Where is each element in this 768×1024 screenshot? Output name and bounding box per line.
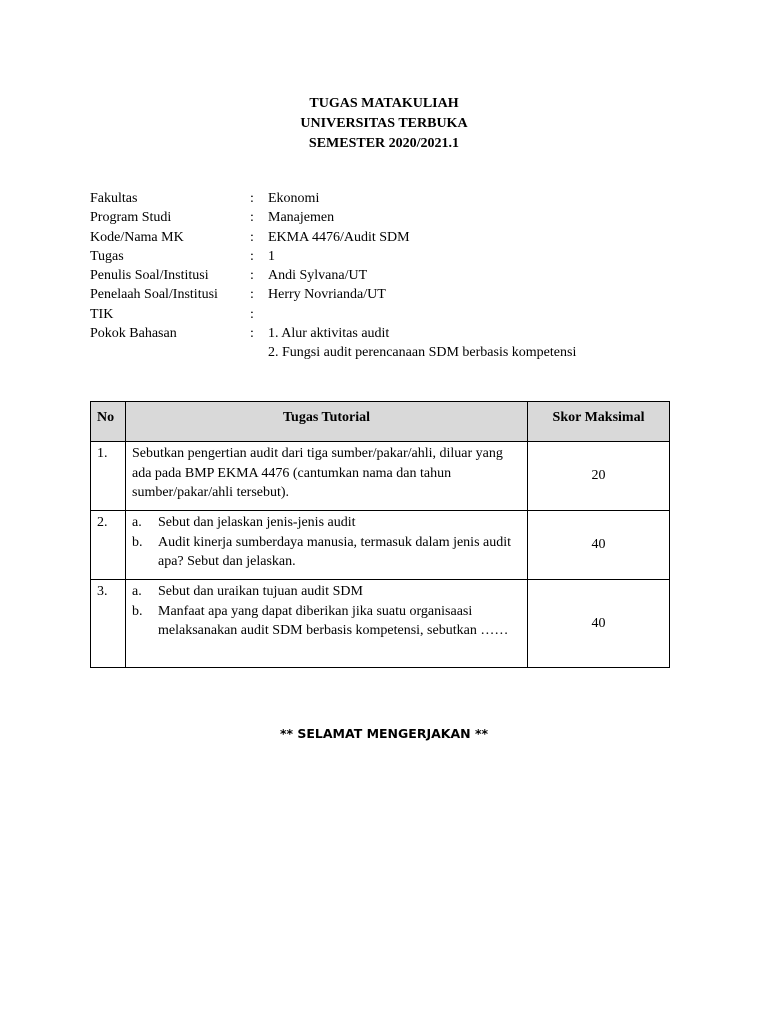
list-text: Sebut dan uraikan tujuan audit SDM [158, 584, 363, 599]
score-value: 20 [528, 442, 670, 511]
task-text: Sebutkan pengertian audit dari tiga sumber/pakar/ahli, diluar yang ada pada BMP EKMA 4476 (cantumkan nama dan tahun sumber/pakar/ahli tersebut). [126, 442, 528, 511]
list-item [132, 582, 521, 602]
info-colon: : [250, 210, 254, 226]
list-item [132, 533, 521, 572]
header-university: UNIVERSITAS TERBUKA [300, 116, 468, 131]
info-value: EKMA 4476/Audit SDM [268, 229, 410, 245]
info-label: Kode/Nama MK [90, 229, 184, 245]
info-colon: : [250, 306, 254, 322]
info-value: 1 [268, 248, 275, 264]
closing-message: ** SELAMAT MENGERJAKAN ** [279, 726, 489, 741]
list-text: Manfaat apa yang dapat diberikan jika suatu organisaasi melaksanakan audit SDM berbasis kompetensi, sebutkan …… [158, 603, 509, 638]
info-label: Penulis Soal/Institusi [90, 268, 209, 284]
list-text: Sebut dan jelaskan jenis-jenis audit [158, 515, 356, 530]
table-row [91, 511, 670, 580]
list-marker: a. [132, 515, 142, 530]
course-info [90, 189, 576, 363]
info-value: Ekonomi [268, 191, 320, 206]
info-label: Tugas [90, 248, 124, 264]
info-value: Manajemen [268, 210, 335, 226]
header-semester: SEMESTER 2020/2021.1 [308, 136, 460, 151]
header-skor-maksimal: Skor Maksimal [528, 402, 670, 442]
list-item [132, 602, 521, 641]
info-label: TIK [90, 306, 114, 322]
info-colon: : [250, 248, 254, 264]
info-colon: : [250, 287, 254, 303]
info-row-tik [90, 305, 576, 324]
table-row [91, 580, 670, 668]
row-number: 1. [91, 442, 126, 511]
task-table [90, 401, 670, 668]
row-number: 2. [91, 511, 126, 580]
header-title: TUGAS MATAKULIAH [309, 96, 459, 111]
info-label: Fakultas [90, 191, 138, 206]
info-colon: : [250, 268, 254, 284]
info-colon: : [250, 191, 254, 206]
document-header [0, 94, 768, 154]
list-marker: a. [132, 584, 142, 599]
info-colon: : [250, 229, 254, 245]
info-row-fakultas [90, 189, 576, 208]
info-label: Program Studi [90, 210, 172, 226]
info-row-penulis [90, 266, 576, 285]
task-list [126, 580, 528, 668]
info-row-kode-mk [90, 228, 576, 247]
info-value: 1. Alur aktivitas audit [268, 326, 390, 342]
score-value: 40 [528, 580, 670, 668]
info-row-pokok-bahasan [90, 324, 576, 343]
info-colon: : [250, 326, 254, 342]
info-value-continuation: 2. Fungsi audit perencanaan SDM berbasis kompetensi [268, 345, 577, 361]
score-value: 40 [528, 511, 670, 580]
info-label: Pokok Bahasan [90, 326, 177, 342]
list-marker: b. [132, 603, 143, 619]
table-row [91, 442, 670, 511]
info-value: Herry Novrianda/UT [268, 287, 386, 303]
info-value: Andi Sylvana/UT [268, 268, 368, 284]
row-number: 3. [91, 580, 126, 668]
task-list [126, 511, 528, 580]
header-tugas-tutorial: Tugas Tutorial [126, 402, 528, 442]
header-no: No [91, 402, 126, 442]
list-item [132, 513, 521, 533]
info-label: Penelaah Soal/Institusi [90, 287, 218, 303]
info-row-tugas [90, 247, 576, 266]
info-row-penelaah [90, 285, 576, 304]
table-header-row [91, 402, 670, 442]
list-marker: b. [132, 534, 143, 550]
list-text: Audit kinerja sumberdaya manusia, termasuk dalam jenis audit apa? Sebut dan jelaskan. [158, 534, 512, 569]
info-row-program-studi [90, 208, 576, 227]
